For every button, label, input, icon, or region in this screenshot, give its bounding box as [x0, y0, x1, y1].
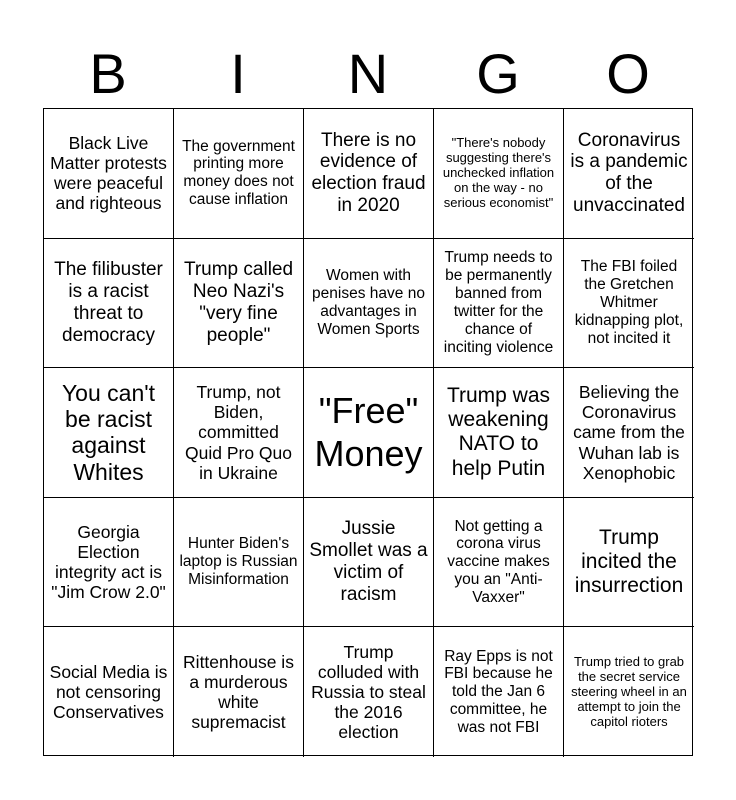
bingo-cell[interactable]	[564, 498, 694, 628]
bingo-cell-text: Women with penises have no advantages in Women Sports	[312, 267, 425, 338]
bingo-board	[43, 108, 693, 756]
bingo-cell[interactable]	[304, 239, 434, 369]
bingo-cell-text: Social Media is not censoring Conservatives	[49, 661, 168, 723]
bingo-cell-text: Trump called Neo Nazi's "very fine people"	[183, 259, 294, 346]
bingo-cell-text: Trump tried to grab the secret service steering wheel in an attempt to join the capitol rioters	[571, 653, 687, 729]
bingo-cell-text: Trump incited the insurrection	[574, 525, 684, 598]
bingo-cell-text: Trump colluded with Russia to steal the 2016 election	[311, 641, 426, 743]
bingo-cell-text: Rittenhouse is a murderous white supremacist	[183, 651, 294, 733]
bingo-cell[interactable]	[304, 109, 434, 239]
bingo-cell-text: Jussie Smollet was a victim of racism	[309, 518, 428, 605]
bingo-cell-text: Trump needs to be permanently banned from twitter for the chance of inciting violence	[443, 249, 554, 356]
bingo-cell[interactable]	[304, 498, 434, 628]
bingo-cell[interactable]	[44, 627, 174, 757]
bingo-cell-text: Black Live Matter protests were peaceful and righteous	[50, 133, 167, 214]
bingo-header	[43, 40, 693, 108]
header-letter-b: B	[89, 42, 127, 105]
bingo-cell-text: The FBI foiled the Gretchen Whitmer kidnapping plot, not incited it	[574, 258, 684, 347]
bingo-cell-text: There is no evidence of election fraud in 2020	[311, 129, 426, 217]
bingo-cell[interactable]	[304, 627, 434, 757]
bingo-cell[interactable]	[434, 627, 564, 757]
bingo-cell[interactable]	[44, 239, 174, 369]
bingo-cell[interactable]	[564, 109, 694, 239]
bingo-cell[interactable]	[174, 627, 304, 757]
bingo-cell[interactable]	[564, 368, 694, 498]
bingo-cell-text: The filibuster is a racist threat to democracy	[54, 259, 163, 346]
bingo-cell-text: Not getting a corona virus vaccine makes you an "Anti-Vaxxer"	[447, 517, 550, 606]
bingo-cell-text: Trump, not Biden, committed Quid Pro Quo in Ukraine	[185, 382, 292, 483]
bingo-cell[interactable]	[174, 368, 304, 498]
bingo-cell[interactable]	[434, 239, 564, 369]
bingo-cell-text: Believing the Coronavirus came from the Wuhan lab is Xenophobic	[573, 382, 685, 483]
bingo-cell-text: Coronavirus is a pandemic of the unvaccinated	[570, 129, 688, 217]
bingo-cell[interactable]	[434, 498, 564, 628]
bingo-free-space[interactable]	[304, 368, 434, 498]
bingo-cell[interactable]	[44, 498, 174, 628]
bingo-cell[interactable]	[434, 109, 564, 239]
bingo-cell-text: Trump was weakening NATO to help Putin	[446, 384, 551, 480]
bingo-cell-text: Hunter Biden's laptop is Russian Misinformation	[179, 535, 298, 588]
bingo-cell[interactable]	[564, 239, 694, 369]
bingo-cell[interactable]	[174, 109, 304, 239]
bingo-cell[interactable]	[44, 109, 174, 239]
bingo-cell-text: "There's nobody suggesting there's unchecked inflation on the way - no serious economist"	[442, 134, 555, 210]
bingo-cell[interactable]	[174, 498, 304, 628]
bingo-cell-text: Georgia Election integrity act is "Jim Crow 2.0"	[51, 521, 166, 603]
header-letter-i: I	[230, 42, 246, 105]
header-letter-n: N	[347, 42, 389, 105]
header-letter-g: G	[476, 42, 520, 105]
bingo-cell[interactable]	[174, 239, 304, 369]
bingo-cell-text: The government printing more money does not cause inflation	[182, 137, 295, 209]
bingo-cell[interactable]	[434, 368, 564, 498]
bingo-cell-text: "Free" Money	[314, 390, 423, 475]
bingo-cell-text: Ray Epps is not FBI because he told the Jan 6 committee, he was not FBI	[444, 647, 553, 736]
bingo-cell[interactable]	[564, 627, 694, 757]
bingo-cell[interactable]	[44, 368, 174, 498]
header-letter-o: O	[606, 42, 650, 105]
bingo-cell-text: You can't be racist against Whites	[61, 379, 156, 485]
